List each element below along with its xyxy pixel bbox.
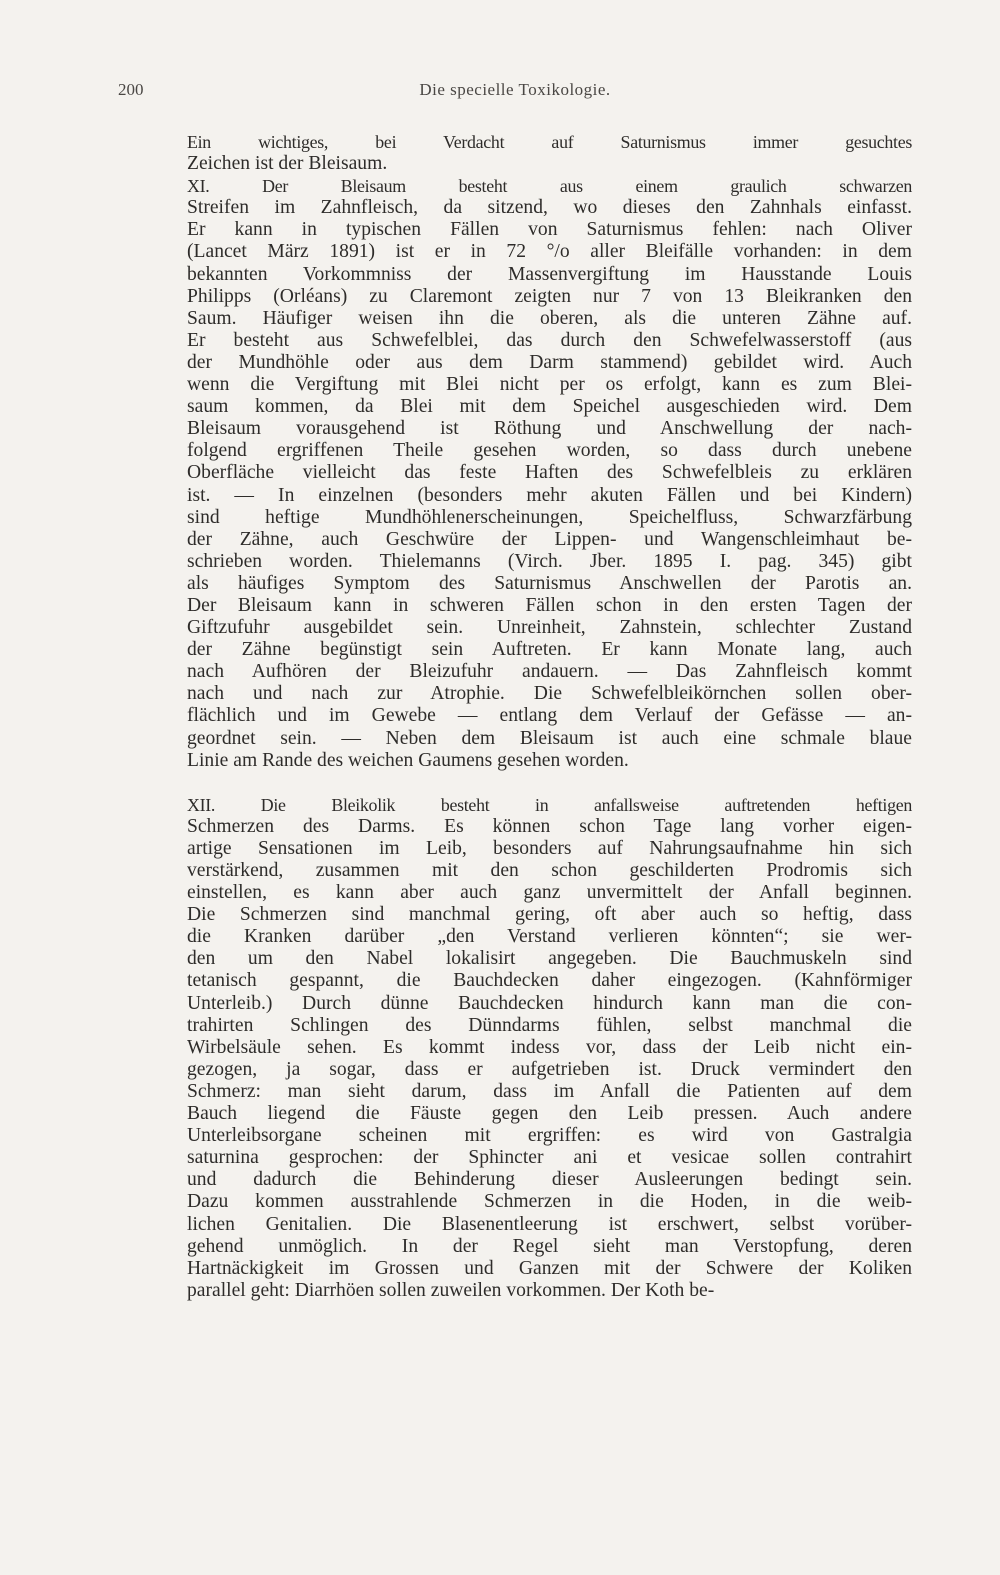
text-line: der Zähne, auch Geschwüre der Lippen- und Wangenschleimhaut be- — [187, 528, 912, 550]
paragraph-bleikolik — [118, 794, 912, 1302]
text-line: Bleisaum vorausgehend ist Röthung und Anschwellung der nach- — [187, 418, 912, 440]
page-header — [118, 80, 912, 110]
text-line: Hartnäckigkeit im Grossen und Ganzen mit der Schwere der Koliken — [187, 1257, 912, 1279]
text-line: parallel geht: Diarrhöen sollen zuweilen vorkommen. Der Koth be- — [187, 1279, 715, 1301]
running-title: Die specielle Toxikologie. — [419, 80, 611, 99]
text-line: der Zähne begünstigt sein Auftreten. Er kann Monate lang, auch — [187, 639, 912, 661]
text-line: Schmerz: man sieht darum, dass im Anfall die Patienten auf dem — [187, 1080, 912, 1102]
text-line: (Lancet März 1891) ist er in 72 °/o aller Bleifälle vorhanden: in dem — [187, 241, 912, 263]
body-text — [118, 131, 912, 1302]
text-line: geordnet sein. — Neben dem Bleisaum ist auch eine schmale blaue — [187, 727, 912, 749]
text-line: Der Bleisaum kann in schweren Fällen schon in den ersten Tagen der — [187, 594, 912, 616]
text-line: den um den Nabel lokalisirt angegeben. Die Bauchmuskeln sind — [187, 948, 912, 970]
text-line: nach und nach zur Atrophie. Die Schwefelbleikörnchen sollen ober- — [187, 683, 912, 705]
text-line: Saum. Häufiger weisen ihn die oberen, als die unteren Zähne auf. — [187, 307, 912, 329]
text-line: die Kranken darüber „den Verstand verlieren könnten“; sie wer- — [187, 926, 912, 948]
text-line: XII. Die Bleikolik besteht in anfallsweise auftretenden heftigen — [187, 794, 912, 815]
text-line: XI. Der Bleisaum besteht aus einem graulich schwarzen — [187, 176, 912, 197]
text-line: Er besteht aus Schwefelblei, das durch den Schwefelwasserstoff (aus — [187, 329, 912, 351]
text-line: verstärkend, zusammen mit den schon geschilderten Prodromis sich — [187, 860, 912, 881]
text-line: saum kommen, da Blei mit dem Speichel ausgeschieden wird. Dem — [187, 396, 912, 418]
text-line: Ein wichtiges, bei Verdacht auf Saturnismus immer gesuchtes — [187, 132, 912, 152]
text-line: nach Aufhören der Bleizufuhr andauern. — Das Zahnfleisch kommt — [187, 661, 912, 683]
text-line: Streifen im Zahnfleisch, da sitzend, wo dieses den Zahnhals einfasst. — [187, 197, 912, 219]
paragraph-intro — [118, 131, 912, 175]
text-line: artige Sensationen im Leib, besonders auf Nahrungsaufnahme hin sich — [187, 837, 912, 859]
text-line: Oberfläche vielleicht das feste Haften des Schwefelbleis zu erklären — [187, 462, 912, 484]
text-line: schrieben worden. Thielemanns (Virch. Jber. 1895 I. pag. 345) gibt — [187, 550, 912, 572]
text-line: ist. — In einzelnen (besonders mehr akuten Fällen und bei Kindern) — [187, 484, 912, 506]
text-line: tetanisch gespannt, die Bauchdecken daher eingezogen. (Kahnförmiger — [187, 970, 912, 992]
text-line: einstellen, es kann aber auch ganz unvermittelt der Anfall beginnen. — [187, 882, 912, 904]
text-line: folgend ergriffenen Theile gesehen worden, so dass durch unebene — [187, 440, 912, 462]
text-line: Bauch liegend die Fäuste gegen den Leib pressen. Auch andere — [187, 1103, 912, 1125]
text-line: sind heftige Mundhöhlenerscheinungen, Speichelfluss, Schwarzfärbung — [187, 506, 912, 528]
text-line: bekannten Vorkommniss der Massenvergiftung im Hausstande Louis — [187, 263, 912, 285]
text-line: der Mundhöhle oder aus dem Darm stammend) gebildet wird. Auch — [187, 351, 912, 373]
text-line: lichen Genitalien. Die Blasenentleerung ist erschwert, selbst vorüber- — [187, 1213, 912, 1235]
page-number: 200 — [118, 80, 144, 99]
text-line: saturnina gesprochen: der Sphincter ani et vesicae sollen contrahirt — [187, 1147, 912, 1169]
text-line: Unterleibsorgane scheinen mit ergriffen: es wird von Gastralgia — [187, 1125, 912, 1147]
text-line: gezogen, ja sogar, dass er aufgetrieben ist. Druck vermindert den — [187, 1058, 912, 1080]
text-line: Unterleib.) Durch dünne Bauchdecken hindurch kann man die con- — [187, 992, 912, 1014]
text-line: wenn die Vergiftung mit Blei nicht per os erfolgt, kann es zum Blei- — [187, 374, 912, 396]
text-line: Schmerzen des Darms. Es können schon Tage lang vorher eigen- — [187, 815, 912, 837]
text-line: trahirten Schlingen des Dünndarms fühlen, selbst manchmal die — [187, 1014, 912, 1036]
text-line: und dadurch die Behinderung dieser Ausleerungen bedingt sein. — [187, 1169, 912, 1191]
text-line: Er kann in typischen Fällen von Saturnismus fehlen: nach Oliver — [187, 219, 912, 241]
text-line: Philipps (Orléans) zu Claremont zeigten nur 7 von 13 Bleikranken den — [187, 285, 912, 307]
paragraph-bleisaum — [118, 175, 912, 772]
text-line: als häufiges Symptom des Saturnismus Anschwellen der Parotis an. — [187, 572, 912, 594]
text-line: Linie am Rande des weichen Gaumens gesehen worden. — [187, 749, 629, 771]
text-line: gehend unmöglich. In der Regel sieht man Verstopfung, deren — [187, 1235, 912, 1257]
text-line: flächlich und im Gewebe — entlang dem Verlauf der Gefässe — an- — [187, 705, 912, 727]
text-line: Wirbelsäule sehen. Es kommt indess vor, dass der Leib nicht ein- — [187, 1036, 912, 1058]
text-line: Die Schmerzen sind manchmal gering, oft aber auch so heftig, dass — [187, 904, 912, 926]
text-line: Zeichen ist der Bleisaum. — [187, 153, 388, 175]
text-line: Dazu kommen ausstrahlende Schmerzen in die Hoden, in die weib- — [187, 1191, 912, 1213]
text-line: Giftzufuhr ausgebildet sein. Unreinheit, Zahnstein, schlechter Zustand — [187, 617, 912, 639]
